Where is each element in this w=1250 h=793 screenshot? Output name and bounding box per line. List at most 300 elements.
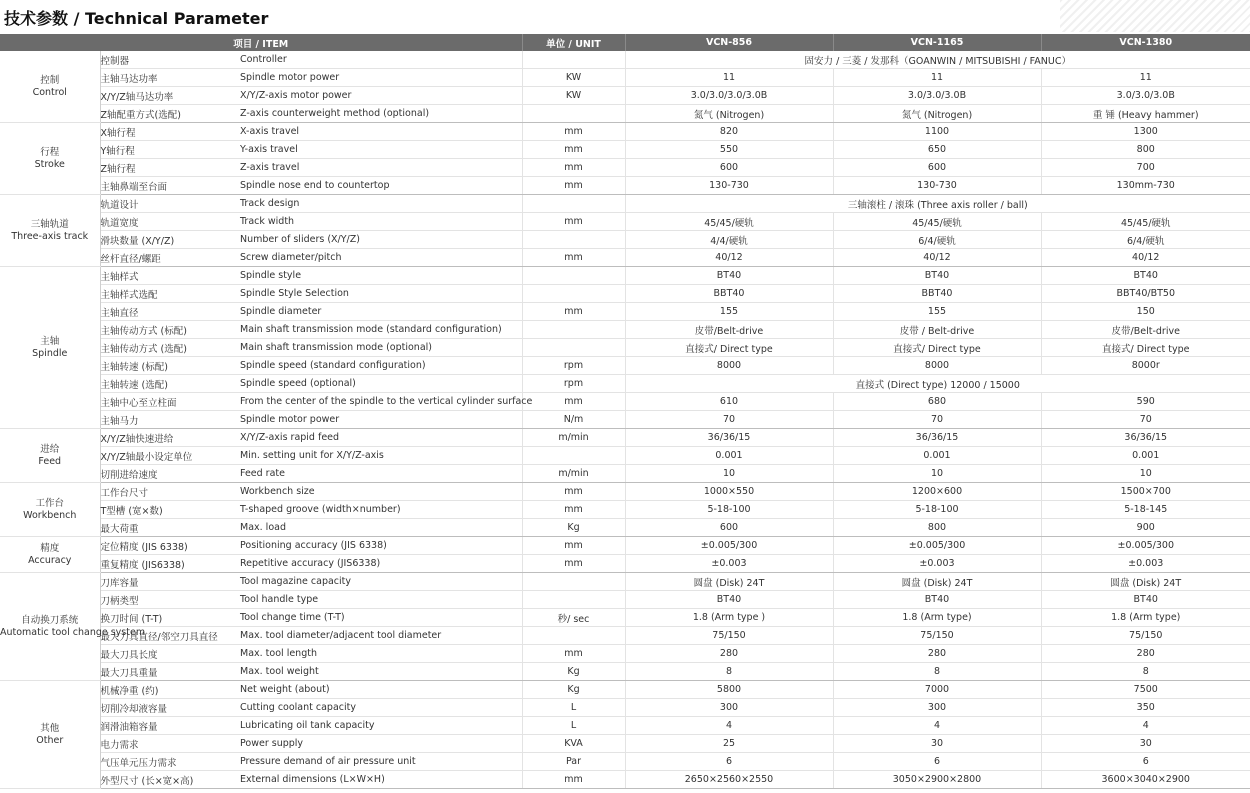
- param-name-zh: 最大荷重: [100, 519, 240, 537]
- param-name-en: Repetitive accuracy (JIS6338): [240, 555, 522, 573]
- param-value-model-3: 75/150: [1041, 627, 1250, 645]
- table-row: [0, 267, 1250, 285]
- param-value-model-1: 300: [625, 699, 833, 717]
- param-value-model-2: 3.0/3.0/3.0B: [833, 87, 1041, 105]
- table-body: [0, 51, 1250, 789]
- table-row: [0, 465, 1250, 483]
- param-value-model-3: 10: [1041, 465, 1250, 483]
- param-unit: mm: [522, 213, 625, 231]
- param-unit: Kg: [522, 663, 625, 681]
- param-name-en: Power supply: [240, 735, 522, 753]
- param-name-en: Cutting coolant capacity: [240, 699, 522, 717]
- param-name-zh: 轨道宽度: [100, 213, 240, 231]
- param-value-model-2: 0.001: [833, 447, 1041, 465]
- param-value-model-3: 1500×700: [1041, 483, 1250, 501]
- param-name-en: Max. tool length: [240, 645, 522, 663]
- table-row: [0, 303, 1250, 321]
- table-row: [0, 627, 1250, 645]
- param-value-model-3: 8000r: [1041, 357, 1250, 375]
- param-value-model-1: 130-730: [625, 177, 833, 195]
- category-en: Automatic tool change system: [0, 626, 146, 638]
- param-value-model-3: 280: [1041, 645, 1250, 663]
- param-name-zh: 主轴传动方式 (标配): [100, 321, 240, 339]
- param-unit: [522, 573, 625, 591]
- table-header-row: [0, 34, 1250, 51]
- param-unit: L: [522, 699, 625, 717]
- param-value-model-3: 直接式/ Direct type: [1041, 339, 1250, 357]
- param-name-en: Max. tool diameter/adjacent tool diameter: [240, 627, 522, 645]
- param-value-model-2: 45/45/硬轨: [833, 213, 1041, 231]
- table-row: [0, 213, 1250, 231]
- table-row: [0, 177, 1250, 195]
- category-en: Spindle: [32, 347, 68, 359]
- param-name-en: Spindle speed (standard configuration): [240, 357, 522, 375]
- param-value-model-2: 7000: [833, 681, 1041, 699]
- param-value-model-1: ±0.005/300: [625, 537, 833, 555]
- param-unit: [522, 591, 625, 609]
- param-value-model-1: 6: [625, 753, 833, 771]
- category-en: Stroke: [34, 158, 65, 170]
- param-value-model-3: 30: [1041, 735, 1250, 753]
- table-row: [0, 321, 1250, 339]
- table-row: [0, 645, 1250, 663]
- param-value-model-1: 25: [625, 735, 833, 753]
- param-value-model-1: 36/36/15: [625, 429, 833, 447]
- param-name-en: Tool change time (T-T): [240, 609, 522, 627]
- param-value-model-1: 氮气 (Nitrogen): [625, 105, 833, 123]
- table-row: [0, 447, 1250, 465]
- param-unit: Par: [522, 753, 625, 771]
- category-en: Accuracy: [28, 554, 72, 566]
- param-value-model-1: 3.0/3.0/3.0/3.0B: [625, 87, 833, 105]
- header-model-1: VCN-856: [625, 34, 833, 51]
- param-unit: m/min: [522, 429, 625, 447]
- param-value-model-1: 600: [625, 159, 833, 177]
- param-value-model-3: 5-18-145: [1041, 501, 1250, 519]
- table-row: [0, 393, 1250, 411]
- param-name-en: Spindle speed (optional): [240, 375, 522, 393]
- param-unit: [522, 447, 625, 465]
- param-name-zh: 重复精度 (JIS6338): [100, 555, 240, 573]
- category-cell: [0, 483, 100, 537]
- category-zh: 精度: [40, 542, 60, 554]
- param-unit: mm: [522, 177, 625, 195]
- param-name-zh: 主轴马达功率: [100, 69, 240, 87]
- param-unit: [522, 627, 625, 645]
- param-name-zh: Y轴行程: [100, 141, 240, 159]
- param-name-zh: 切削冷却液容量: [100, 699, 240, 717]
- page-title: 技术参数 / Technical Parameter: [4, 9, 269, 28]
- param-value-model-3: BT40: [1041, 591, 1250, 609]
- table-row: [0, 195, 1250, 213]
- param-value-model-1: 直接式/ Direct type: [625, 339, 833, 357]
- param-value-model-3: 圆盘 (Disk) 24T: [1041, 573, 1250, 591]
- param-value-model-1: 4: [625, 717, 833, 735]
- param-unit: KVA: [522, 735, 625, 753]
- category-zh: 工作台: [35, 497, 64, 509]
- table-row: [0, 159, 1250, 177]
- table-row: [0, 717, 1250, 735]
- param-name-en: Workbench size: [240, 483, 522, 501]
- table-row: [0, 555, 1250, 573]
- param-value-model-3: BBT40/BT50: [1041, 285, 1250, 303]
- param-unit: mm: [522, 555, 625, 573]
- param-name-en: Max. load: [240, 519, 522, 537]
- param-name-en: Spindle nose end to countertop: [240, 177, 522, 195]
- param-value-model-2: 300: [833, 699, 1041, 717]
- param-value-model-1: 40/12: [625, 249, 833, 267]
- table-row: [0, 501, 1250, 519]
- param-value-model-2: 1100: [833, 123, 1041, 141]
- param-unit: rpm: [522, 357, 625, 375]
- param-value-model-3: 4: [1041, 717, 1250, 735]
- param-name-en: Z-axis counterweight method (optional): [240, 105, 522, 123]
- param-name-en: X/Y/Z-axis rapid feed: [240, 429, 522, 447]
- table-row: [0, 339, 1250, 357]
- param-value-model-3: 皮带/Belt-drive: [1041, 321, 1250, 339]
- param-name-en: T-shaped groove (width×number): [240, 501, 522, 519]
- param-name-en: Main shaft transmission mode (optional): [240, 339, 522, 357]
- param-name-zh: 换刀时间 (T-T): [100, 609, 240, 627]
- param-unit: N/m: [522, 411, 625, 429]
- param-name-en: Main shaft transmission mode (standard configuration): [240, 321, 522, 339]
- param-name-zh: 主轴直径: [100, 303, 240, 321]
- param-value-all-models: 三轴滚柱 / 滚珠 (Three axis roller / ball): [625, 195, 1250, 213]
- param-name-zh: 轨道设计: [100, 195, 240, 213]
- param-unit: 秒/ sec: [522, 609, 625, 627]
- category-zh: 控制: [40, 74, 60, 86]
- table-row: [0, 771, 1250, 789]
- param-value-model-2: 280: [833, 645, 1041, 663]
- param-value-model-2: 600: [833, 159, 1041, 177]
- param-name-zh: 外型尺寸 (长×宽×高): [100, 771, 240, 789]
- param-name-zh: Z轴行程: [100, 159, 240, 177]
- param-value-model-1: ±0.003: [625, 555, 833, 573]
- category-en: Workbench: [23, 509, 77, 521]
- header-item: 项目 / ITEM: [0, 34, 522, 51]
- param-value-model-2: 70: [833, 411, 1041, 429]
- category-cell: [0, 51, 100, 123]
- param-value-model-2: 4: [833, 717, 1041, 735]
- param-value-model-3: 150: [1041, 303, 1250, 321]
- param-name-zh: 刀库容量: [100, 573, 240, 591]
- table-row: [0, 105, 1250, 123]
- header-model-3: VCN-1380: [1041, 34, 1250, 51]
- param-name-en: Min. setting unit for X/Y/Z-axis: [240, 447, 522, 465]
- param-unit: [522, 267, 625, 285]
- param-name-zh: 主轴传动方式 (选配): [100, 339, 240, 357]
- table-row: [0, 51, 1250, 69]
- param-value-model-3: 7500: [1041, 681, 1250, 699]
- param-value-model-3: 350: [1041, 699, 1250, 717]
- param-unit: mm: [522, 141, 625, 159]
- param-value-model-2: 1.8 (Arm type): [833, 609, 1041, 627]
- param-name-zh: 主轴转速 (选配): [100, 375, 240, 393]
- param-value-model-1: 550: [625, 141, 833, 159]
- param-value-model-2: BT40: [833, 267, 1041, 285]
- category-zh: 主轴: [40, 335, 60, 347]
- table-row: [0, 663, 1250, 681]
- param-value-model-2: 800: [833, 519, 1041, 537]
- category-cell: [0, 123, 100, 195]
- category-zh: 进给: [40, 443, 60, 455]
- param-value-model-3: 0.001: [1041, 447, 1250, 465]
- param-value-all-models: 直接式 (Direct type) 12000 / 15000: [625, 375, 1250, 393]
- param-value-model-3: 70: [1041, 411, 1250, 429]
- param-value-model-2: 680: [833, 393, 1041, 411]
- param-value-model-1: 280: [625, 645, 833, 663]
- param-value-model-3: 3.0/3.0/3.0B: [1041, 87, 1250, 105]
- param-value-model-1: 8: [625, 663, 833, 681]
- param-name-zh: 气压单元压力需求: [100, 753, 240, 771]
- category-cell: [0, 681, 100, 789]
- param-name-en: External dimensions (L×W×H): [240, 771, 522, 789]
- table-row: [0, 87, 1250, 105]
- param-value-model-3: 11: [1041, 69, 1250, 87]
- param-name-zh: 丝杆直径/螺距: [100, 249, 240, 267]
- param-value-model-3: 1.8 (Arm type): [1041, 609, 1250, 627]
- param-value-model-3: 6/4/硬轨: [1041, 231, 1250, 249]
- param-value-model-2: 皮带 / Belt-drive: [833, 321, 1041, 339]
- category-en: Control: [32, 86, 67, 98]
- param-value-model-1: 45/45/硬轨: [625, 213, 833, 231]
- param-value-model-3: 800: [1041, 141, 1250, 159]
- param-value-model-3: 8: [1041, 663, 1250, 681]
- table-row: [0, 537, 1250, 555]
- param-value-model-1: 4/4/硬轨: [625, 231, 833, 249]
- param-value-model-1: 1.8 (Arm type ): [625, 609, 833, 627]
- category-zh: 其他: [40, 722, 60, 734]
- param-value-model-1: BT40: [625, 267, 833, 285]
- param-value-model-2: 1200×600: [833, 483, 1041, 501]
- param-value-model-1: 圆盘 (Disk) 24T: [625, 573, 833, 591]
- param-value-model-1: 820: [625, 123, 833, 141]
- param-name-zh: 工作台尺寸: [100, 483, 240, 501]
- param-name-en: Screw diameter/pitch: [240, 249, 522, 267]
- param-name-zh: 最大刀具直径/邻空刀具直径: [100, 627, 240, 645]
- param-name-zh: 滑块数量 (X/Y/Z): [100, 231, 240, 249]
- param-value-model-2: 氮气 (Nitrogen): [833, 105, 1041, 123]
- param-name-zh: 刀柄类型: [100, 591, 240, 609]
- param-name-en: Pressure demand of air pressure unit: [240, 753, 522, 771]
- param-name-zh: 最大刀具重量: [100, 663, 240, 681]
- param-name-zh: X轴行程: [100, 123, 240, 141]
- param-value-model-3: 700: [1041, 159, 1250, 177]
- technical-parameter-table: [0, 34, 1250, 789]
- param-value-model-2: 11: [833, 69, 1041, 87]
- param-name-en: From the center of the spindle to the vertical cylinder surface: [240, 393, 522, 411]
- param-name-en: X/Y/Z-axis motor power: [240, 87, 522, 105]
- table-row: [0, 249, 1250, 267]
- category-zh: 行程: [40, 146, 60, 158]
- param-value-model-3: 590: [1041, 393, 1250, 411]
- param-value-model-2: 40/12: [833, 249, 1041, 267]
- param-unit: mm: [522, 249, 625, 267]
- param-name-zh: Z轴配重方式(选配): [100, 105, 240, 123]
- param-unit: rpm: [522, 375, 625, 393]
- param-value-model-2: 30: [833, 735, 1041, 753]
- category-cell: [0, 537, 100, 573]
- category-cell: [0, 195, 100, 267]
- param-name-zh: 最大刀具长度: [100, 645, 240, 663]
- param-name-en: Controller: [240, 51, 522, 69]
- param-value-model-3: 重 锤 (Heavy hammer): [1041, 105, 1250, 123]
- param-name-zh: 润滑油箱容量: [100, 717, 240, 735]
- param-name-zh: X/Y/Z轴快速进给: [100, 429, 240, 447]
- param-value-model-2: 直接式/ Direct type: [833, 339, 1041, 357]
- table-row: [0, 681, 1250, 699]
- param-name-zh: 主轴样式: [100, 267, 240, 285]
- param-value-model-1: BBT40: [625, 285, 833, 303]
- param-value-model-2: 130-730: [833, 177, 1041, 195]
- param-unit: [522, 231, 625, 249]
- param-value-model-3: 130mm-730: [1041, 177, 1250, 195]
- param-value-model-3: 40/12: [1041, 249, 1250, 267]
- param-name-en: X-axis travel: [240, 123, 522, 141]
- param-unit: [522, 339, 625, 357]
- param-value-model-1: 10: [625, 465, 833, 483]
- param-value-model-3: 900: [1041, 519, 1250, 537]
- param-value-model-2: 75/150: [833, 627, 1041, 645]
- param-value-model-2: BBT40: [833, 285, 1041, 303]
- param-value-model-3: BT40: [1041, 267, 1250, 285]
- param-value-model-2: 5-18-100: [833, 501, 1041, 519]
- param-unit: mm: [522, 483, 625, 501]
- param-value-model-1: 610: [625, 393, 833, 411]
- param-value-all-models: 固安力 / 三菱 / 发那科（GOANWIN / MITSUBISHI / FANUC）: [625, 51, 1250, 69]
- param-name-en: Tool handle type: [240, 591, 522, 609]
- param-unit: [522, 285, 625, 303]
- category-cell: [0, 267, 100, 429]
- category-zh: 自动换刀系统: [21, 614, 79, 626]
- param-unit: mm: [522, 501, 625, 519]
- category-en: Other: [36, 734, 64, 746]
- param-value-model-1: 1000×550: [625, 483, 833, 501]
- table-row: [0, 591, 1250, 609]
- table-row: [0, 735, 1250, 753]
- param-name-en: Feed rate: [240, 465, 522, 483]
- param-name-zh: X/Y/Z轴马达功率: [100, 87, 240, 105]
- param-value-model-1: 70: [625, 411, 833, 429]
- param-name-en: Spindle style: [240, 267, 522, 285]
- table-row: [0, 483, 1250, 501]
- param-value-model-2: 10: [833, 465, 1041, 483]
- param-unit: m/min: [522, 465, 625, 483]
- table-row: [0, 609, 1250, 627]
- param-name-zh: 主轴转速 (标配): [100, 357, 240, 375]
- param-unit: [522, 195, 625, 213]
- param-value-model-1: 5-18-100: [625, 501, 833, 519]
- param-name-en: Spindle motor power: [240, 69, 522, 87]
- param-name-en: Positioning accuracy (JIS 6338): [240, 537, 522, 555]
- category-cell: [0, 429, 100, 483]
- table-row: [0, 519, 1250, 537]
- param-value-model-1: 11: [625, 69, 833, 87]
- param-unit: KW: [522, 87, 625, 105]
- param-value-model-1: 0.001: [625, 447, 833, 465]
- table-row: [0, 231, 1250, 249]
- category-zh: 三轴轨道: [30, 218, 69, 230]
- param-value-model-3: 45/45/硬轨: [1041, 213, 1250, 231]
- param-value-model-3: 3600×3040×2900: [1041, 771, 1250, 789]
- param-name-zh: 主轴样式选配: [100, 285, 240, 303]
- decorative-stripes: [1060, 0, 1250, 32]
- param-name-en: Y-axis travel: [240, 141, 522, 159]
- category-en: Feed: [38, 455, 62, 467]
- param-unit: [522, 51, 625, 69]
- param-name-en: Net weight (about): [240, 681, 522, 699]
- table-row: [0, 429, 1250, 447]
- param-name-zh: 电力需求: [100, 735, 240, 753]
- param-name-zh: 主轴中心至立柱面: [100, 393, 240, 411]
- param-unit: Kg: [522, 681, 625, 699]
- table-row: [0, 573, 1250, 591]
- table-row: [0, 411, 1250, 429]
- param-value-model-1: 75/150: [625, 627, 833, 645]
- param-value-model-2: 36/36/15: [833, 429, 1041, 447]
- table-row: [0, 699, 1250, 717]
- param-value-model-2: 8: [833, 663, 1041, 681]
- param-name-en: Spindle diameter: [240, 303, 522, 321]
- header-unit: 单位 / UNIT: [522, 34, 625, 51]
- param-value-model-2: 6: [833, 753, 1041, 771]
- table-row: [0, 357, 1250, 375]
- param-value-model-1: BT40: [625, 591, 833, 609]
- param-value-model-2: ±0.005/300: [833, 537, 1041, 555]
- param-name-zh: X/Y/Z轴最小设定单位: [100, 447, 240, 465]
- param-unit: L: [522, 717, 625, 735]
- category-en: Three-axis track: [11, 230, 89, 242]
- param-name-zh: 切削进给速度: [100, 465, 240, 483]
- param-value-model-1: 皮带/Belt-drive: [625, 321, 833, 339]
- param-name-en: Number of sliders (X/Y/Z): [240, 231, 522, 249]
- param-unit: [522, 105, 625, 123]
- param-unit: [522, 321, 625, 339]
- param-unit: mm: [522, 303, 625, 321]
- param-name-zh: 机械净重 (约): [100, 681, 240, 699]
- param-value-model-3: ±0.003: [1041, 555, 1250, 573]
- param-value-model-1: 8000: [625, 357, 833, 375]
- param-unit: mm: [522, 645, 625, 663]
- param-value-model-2: 6/4/硬轨: [833, 231, 1041, 249]
- table-row: [0, 285, 1250, 303]
- param-value-model-3: 36/36/15: [1041, 429, 1250, 447]
- param-unit: KW: [522, 69, 625, 87]
- param-value-model-1: 600: [625, 519, 833, 537]
- param-unit: Kg: [522, 519, 625, 537]
- param-value-model-2: BT40: [833, 591, 1041, 609]
- table-row: [0, 141, 1250, 159]
- param-value-model-1: 2650×2560×2550: [625, 771, 833, 789]
- table-row: [0, 123, 1250, 141]
- table-row: [0, 753, 1250, 771]
- param-name-en: Lubricating oil tank capacity: [240, 717, 522, 735]
- param-unit: mm: [522, 771, 625, 789]
- param-unit: mm: [522, 537, 625, 555]
- param-name-zh: T型槽 (宽×数): [100, 501, 240, 519]
- param-value-model-2: ±0.003: [833, 555, 1041, 573]
- param-name-en: Track design: [240, 195, 522, 213]
- param-value-model-2: 圆盘 (Disk) 24T: [833, 573, 1041, 591]
- param-name-en: Z-axis travel: [240, 159, 522, 177]
- param-value-model-2: 155: [833, 303, 1041, 321]
- param-name-en: Spindle Style Selection: [240, 285, 522, 303]
- table-row: [0, 375, 1250, 393]
- param-unit: mm: [522, 393, 625, 411]
- param-value-model-1: 155: [625, 303, 833, 321]
- param-name-zh: 主轴马力: [100, 411, 240, 429]
- param-value-model-3: 1300: [1041, 123, 1250, 141]
